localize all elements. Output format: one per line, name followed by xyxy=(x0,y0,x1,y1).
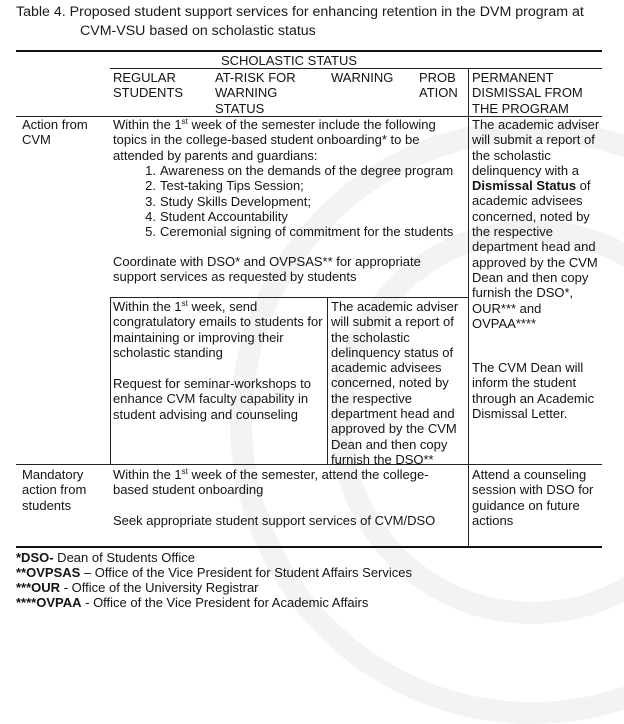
row-label-action-from-cvm: Action from CVM xyxy=(22,117,88,148)
list-item: 3. Study Skills Development; xyxy=(145,193,312,209)
column-divider-inner xyxy=(110,298,111,464)
footnote-dso: *DSO- Dean of Students Office xyxy=(16,550,195,565)
list-item: 2. Test-taking Tips Session; xyxy=(145,178,304,194)
column-divider-dismissal xyxy=(468,69,469,546)
congratulatory-email-text: Within the 1st week, send congratulatory emails to students for maintaining or improving their scholastic standing xyxy=(113,299,323,360)
footnote-ovpaa: ****OVPAA - Office of the Vice President for Academic Affairs xyxy=(16,595,369,610)
counseling-text: Attend a counseling session with DSO for guidance on future actions xyxy=(472,467,594,528)
onboarding-intro: Within the 1st week of the semester include the following topics in the college-based student onboarding* to be attended by parents and guardians: xyxy=(113,117,436,163)
seminar-request-text: Request for seminar-workshops to enhance CVM faculty capability in student advising and counseling xyxy=(113,376,311,422)
coordinate-support-text: Coordinate with DSO* and OVPSAS** for appropriate support services as requested by students xyxy=(113,254,421,285)
list-item: 5. Ceremonial signing of commitment for the students xyxy=(145,224,454,240)
inner-row-rule xyxy=(110,297,468,298)
title-line-1: Table 4. Proposed student support services for enhancing retention in the DVM program at xyxy=(16,4,584,20)
list-item: 4. Student Accountability xyxy=(145,208,288,224)
warning-report-text: The academic adviser will submit a report of the scholastic delinquency status of academic advisees concerned, noted by the respective department head and approved by the CVM Dean and then copy furnish the DSO** xyxy=(331,299,459,467)
row-label-mandatory-action: Mandatory action from students xyxy=(22,467,87,513)
header-dismissal: PERMANENT DISMISSAL FROM THE PROGRAM xyxy=(472,70,583,116)
column-divider-warning xyxy=(327,298,328,464)
dismissal-report-text: The academic adviser will submit a report of the scholastic delinquency with a Dismissal Status of academic advisees concerned, noted by the respective department head and approved by the CVM Dean and then copy furnish the DSO*, OUR*** and OVPAA**** xyxy=(472,117,600,331)
student-onboarding-text: Within the 1st week of the semester, attend the college-based student onboarding xyxy=(113,467,429,498)
seek-services-text: Seek appropriate student support services of CVM/DSO xyxy=(113,513,436,528)
header-scholastic-status: SCHOLASTIC STATUS xyxy=(220,53,358,68)
table-top-rule xyxy=(16,50,602,52)
footnote-ovpsas: **OVPSAS – Office of the Vice President for Student Affairs Services xyxy=(16,565,412,580)
dismissal-letter-text: The CVM Dean will inform the student through an Academic Dismissal Letter. xyxy=(472,360,595,421)
header-regular: REGULAR STUDENTS xyxy=(113,70,184,101)
table-bottom-rule xyxy=(16,546,602,548)
header-probation: PROBATION xyxy=(419,70,458,101)
footnote-our: ***OUR - Office of the University Registrar xyxy=(16,580,259,595)
onboarding-topics-list xyxy=(134,163,464,239)
table-title xyxy=(16,3,616,41)
row-separator-rule xyxy=(16,464,602,465)
list-item: 1. Awareness on the demands of the degree program xyxy=(145,163,454,178)
header-warning: WARNING xyxy=(331,70,394,85)
header-at-risk: AT-RISK FOR WARNING STATUS xyxy=(215,70,296,116)
title-line-2: CVM-VSU based on scholastic status xyxy=(80,23,316,39)
